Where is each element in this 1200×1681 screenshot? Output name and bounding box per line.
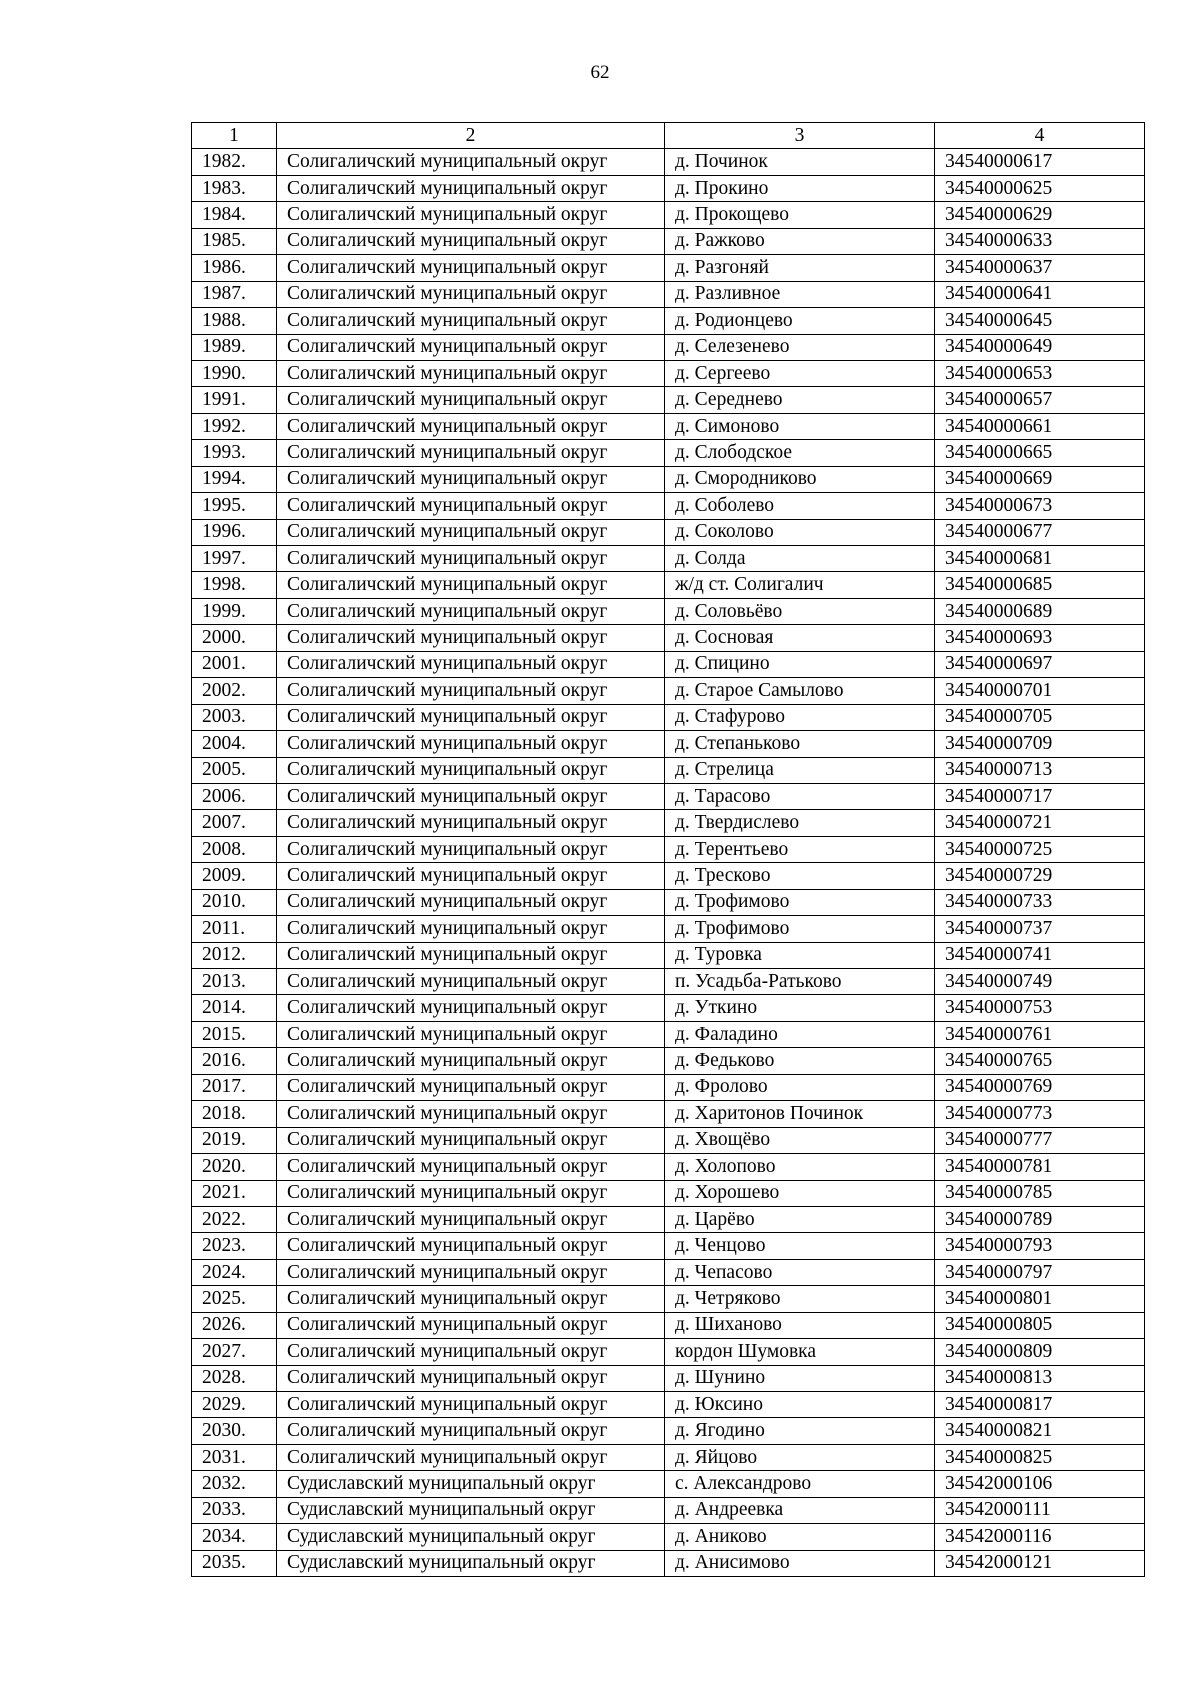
table-row (192, 334, 1145, 360)
table-row (192, 625, 1145, 651)
table-row (192, 1392, 1145, 1418)
cell-settlement: д. Смородниково (665, 466, 935, 492)
cell-district: Солигаличский муниципальный округ (277, 704, 665, 730)
cell-number: 1987. (192, 281, 277, 307)
cell-district: Солигаличский муниципальный округ (277, 783, 665, 809)
cell-number: 2005. (192, 757, 277, 783)
cell-district: Солигаличский муниципальный округ (277, 1180, 665, 1206)
cell-number: 1992. (192, 413, 277, 439)
cell-number: 2020. (192, 1154, 277, 1180)
cell-number: 2029. (192, 1392, 277, 1418)
cell-code: 34540000669 (935, 466, 1145, 492)
cell-code: 34540000797 (935, 1259, 1145, 1285)
table-row (192, 387, 1145, 413)
cell-code: 34540000729 (935, 863, 1145, 889)
cell-settlement: д. Фролово (665, 1074, 935, 1100)
cell-district: Солигаличский муниципальный округ (277, 1312, 665, 1338)
cell-code: 34540000773 (935, 1101, 1145, 1127)
cell-settlement: д. Починок (665, 149, 935, 175)
cell-district: Солигаличский муниципальный округ (277, 598, 665, 624)
cell-code: 34540000661 (935, 413, 1145, 439)
table-row (192, 598, 1145, 624)
cell-settlement: д. Старое Самылово (665, 678, 935, 704)
cell-code: 34542000121 (935, 1550, 1145, 1576)
cell-number: 2016. (192, 1048, 277, 1074)
cell-settlement: д. Андреевка (665, 1497, 935, 1523)
table-row (192, 360, 1145, 386)
cell-code: 34540000813 (935, 1365, 1145, 1391)
cell-code: 34540000801 (935, 1286, 1145, 1312)
table-row (192, 942, 1145, 968)
cell-district: Солигаличский муниципальный округ (277, 281, 665, 307)
cell-number: 2012. (192, 942, 277, 968)
cell-district: Солигаличский муниципальный округ (277, 228, 665, 254)
cell-number: 2000. (192, 625, 277, 651)
cell-district: Солигаличский муниципальный округ (277, 202, 665, 228)
cell-district: Солигаличский муниципальный округ (277, 360, 665, 386)
cell-district: Солигаличский муниципальный округ (277, 810, 665, 836)
table-row (192, 1154, 1145, 1180)
cell-district: Солигаличский муниципальный округ (277, 308, 665, 334)
cell-district: Солигаличский муниципальный округ (277, 1127, 665, 1153)
table-row (192, 1471, 1145, 1497)
cell-code: 34540000717 (935, 783, 1145, 809)
cell-settlement: д. Соболево (665, 493, 935, 519)
cell-number: 2023. (192, 1233, 277, 1259)
cell-district: Солигаличский муниципальный округ (277, 546, 665, 572)
table-row (192, 678, 1145, 704)
cell-settlement: д. Харитонов Починок (665, 1101, 935, 1127)
cell-number: 1982. (192, 149, 277, 175)
cell-code: 34540000781 (935, 1154, 1145, 1180)
table-row (192, 863, 1145, 889)
cell-settlement: д. Хорошево (665, 1180, 935, 1206)
cell-settlement: д. Аниково (665, 1524, 935, 1550)
cell-code: 34540000685 (935, 572, 1145, 598)
cell-code: 34540000633 (935, 228, 1145, 254)
cell-code: 34540000653 (935, 360, 1145, 386)
table-row (192, 519, 1145, 545)
cell-settlement: д. Стрелица (665, 757, 935, 783)
table-body (192, 123, 1145, 1577)
cell-number: 2033. (192, 1497, 277, 1523)
table-row (192, 757, 1145, 783)
cell-code: 34540000673 (935, 493, 1145, 519)
cell-number: 1991. (192, 387, 277, 413)
table-row (192, 1233, 1145, 1259)
cell-code: 34540000665 (935, 440, 1145, 466)
cell-number: 1985. (192, 228, 277, 254)
cell-code: 34540000721 (935, 810, 1145, 836)
cell-district: Солигаличский муниципальный округ (277, 625, 665, 651)
cell-code: 34540000825 (935, 1444, 1145, 1470)
cell-district: Солигаличский муниципальный округ (277, 1365, 665, 1391)
cell-code: 34540000753 (935, 995, 1145, 1021)
cell-number: 1995. (192, 493, 277, 519)
cell-number: 2022. (192, 1206, 277, 1232)
table-row (192, 1048, 1145, 1074)
cell-district: Солигаличский муниципальный округ (277, 1154, 665, 1180)
cell-number: 2015. (192, 1021, 277, 1047)
table-row (192, 1074, 1145, 1100)
cell-number: 2019. (192, 1127, 277, 1153)
cell-district: Солигаличский муниципальный округ (277, 1101, 665, 1127)
cell-number: 2007. (192, 810, 277, 836)
cell-settlement: д. Царёво (665, 1206, 935, 1232)
cell-district: Солигаличский муниципальный округ (277, 466, 665, 492)
cell-number: 1989. (192, 334, 277, 360)
cell-number: 2030. (192, 1418, 277, 1444)
cell-settlement: д. Разгоняй (665, 255, 935, 281)
table-row (192, 1365, 1145, 1391)
cell-code: 34540000769 (935, 1074, 1145, 1100)
cell-number: 2021. (192, 1180, 277, 1206)
cell-settlement: д. Чепасово (665, 1259, 935, 1285)
cell-settlement: п. Усадьба-Ратьково (665, 969, 935, 995)
cell-number: 2026. (192, 1312, 277, 1338)
cell-code: 34540000725 (935, 836, 1145, 862)
cell-code: 34540000789 (935, 1206, 1145, 1232)
cell-code: 34540000689 (935, 598, 1145, 624)
cell-code: 34540000641 (935, 281, 1145, 307)
cell-number: 1994. (192, 466, 277, 492)
table-row (192, 916, 1145, 942)
cell-code: 34540000741 (935, 942, 1145, 968)
table-row (192, 255, 1145, 281)
cell-settlement: кордон Шумовка (665, 1339, 935, 1365)
settlements-table (191, 122, 1145, 1577)
cell-number: 2034. (192, 1524, 277, 1550)
cell-district: Солигаличский муниципальный округ (277, 572, 665, 598)
cell-settlement: д. Сосновая (665, 625, 935, 651)
cell-district: Солигаличский муниципальный округ (277, 995, 665, 1021)
cell-settlement: д. Сергеево (665, 360, 935, 386)
table-header-row (192, 123, 1145, 149)
cell-district: Солигаличский муниципальный округ (277, 731, 665, 757)
cell-number: 1984. (192, 202, 277, 228)
cell-district: Солигаличский муниципальный округ (277, 1074, 665, 1100)
cell-settlement: д. Родионцево (665, 308, 935, 334)
cell-district: Солигаличский муниципальный округ (277, 969, 665, 995)
cell-district: Солигаличский муниципальный округ (277, 1444, 665, 1470)
cell-settlement: д. Разливное (665, 281, 935, 307)
table-row (192, 1180, 1145, 1206)
cell-code: 34540000677 (935, 519, 1145, 545)
cell-code: 34540000701 (935, 678, 1145, 704)
cell-settlement: д. Ченцово (665, 1233, 935, 1259)
cell-settlement: д. Солда (665, 546, 935, 572)
table-row (192, 202, 1145, 228)
cell-number: 1996. (192, 519, 277, 545)
cell-number: 2006. (192, 783, 277, 809)
cell-number: 2035. (192, 1550, 277, 1576)
cell-district: Солигаличский муниципальный округ (277, 678, 665, 704)
cell-number: 2027. (192, 1339, 277, 1365)
cell-code: 34540000709 (935, 731, 1145, 757)
cell-settlement: д. Яйцово (665, 1444, 935, 1470)
cell-settlement: д. Трофимово (665, 889, 935, 915)
cell-number: 2032. (192, 1471, 277, 1497)
table-row (192, 731, 1145, 757)
table-row (192, 1286, 1145, 1312)
cell-district: Солигаличский муниципальный округ (277, 519, 665, 545)
cell-district: Солигаличский муниципальный округ (277, 149, 665, 175)
cell-district: Солигаличский муниципальный округ (277, 493, 665, 519)
cell-number: 2031. (192, 1444, 277, 1470)
cell-code: 34540000697 (935, 651, 1145, 677)
cell-code: 34540000657 (935, 387, 1145, 413)
cell-number: 2003. (192, 704, 277, 730)
table-row (192, 889, 1145, 915)
cell-settlement: д. Слободское (665, 440, 935, 466)
table-row (192, 440, 1145, 466)
cell-settlement: д. Трофимово (665, 916, 935, 942)
table-row (192, 810, 1145, 836)
table-row (192, 493, 1145, 519)
cell-number: 1999. (192, 598, 277, 624)
cell-settlement: д. Четряково (665, 1286, 935, 1312)
cell-settlement: д. Спицино (665, 651, 935, 677)
cell-district: Солигаличский муниципальный округ (277, 757, 665, 783)
cell-district: Солигаличский муниципальный округ (277, 1233, 665, 1259)
cell-number: 2013. (192, 969, 277, 995)
header-cell-number: 1 (192, 123, 277, 149)
cell-settlement: д. Соловьёво (665, 598, 935, 624)
header-cell-district: 2 (277, 123, 665, 149)
table-row (192, 572, 1145, 598)
cell-settlement: д. Холопово (665, 1154, 935, 1180)
cell-code: 34540000805 (935, 1312, 1145, 1338)
cell-district: Солигаличский муниципальный округ (277, 1418, 665, 1444)
cell-settlement: д. Юксино (665, 1392, 935, 1418)
cell-number: 1998. (192, 572, 277, 598)
cell-district: Солигаличский муниципальный округ (277, 175, 665, 201)
cell-code: 34540000713 (935, 757, 1145, 783)
table-row (192, 783, 1145, 809)
cell-district: Солигаличский муниципальный округ (277, 1206, 665, 1232)
cell-number: 2010. (192, 889, 277, 915)
cell-settlement: д. Шиханово (665, 1312, 935, 1338)
cell-settlement: д. Степаньково (665, 731, 935, 757)
cell-code: 34540000777 (935, 1127, 1145, 1153)
table-row (192, 1550, 1145, 1576)
table-row (192, 1497, 1145, 1523)
cell-settlement: д. Прокощево (665, 202, 935, 228)
cell-code: 34540000785 (935, 1180, 1145, 1206)
cell-number: 1997. (192, 546, 277, 572)
cell-number: 1993. (192, 440, 277, 466)
table-row (192, 651, 1145, 677)
table-row (192, 1444, 1145, 1470)
cell-district: Солигаличский муниципальный округ (277, 942, 665, 968)
table-row (192, 1206, 1145, 1232)
header-cell-code: 4 (935, 123, 1145, 149)
cell-district: Солигаличский муниципальный округ (277, 334, 665, 360)
cell-district: Солигаличский муниципальный округ (277, 863, 665, 889)
table-row (192, 1259, 1145, 1285)
table-row (192, 1101, 1145, 1127)
table-row (192, 308, 1145, 334)
cell-code: 34542000116 (935, 1524, 1145, 1550)
cell-settlement: д. Федьково (665, 1048, 935, 1074)
cell-number: 1986. (192, 255, 277, 281)
cell-code: 34540000617 (935, 149, 1145, 175)
cell-number: 2011. (192, 916, 277, 942)
cell-district: Солигаличский муниципальный округ (277, 1339, 665, 1365)
cell-code: 34540000733 (935, 889, 1145, 915)
cell-district: Солигаличский муниципальный округ (277, 889, 665, 915)
table-row (192, 969, 1145, 995)
cell-code: 34540000737 (935, 916, 1145, 942)
cell-settlement: д. Середнево (665, 387, 935, 413)
cell-district: Судиславский муниципальный округ (277, 1471, 665, 1497)
table-row (192, 546, 1145, 572)
cell-settlement: ж/д ст. Солигалич (665, 572, 935, 598)
cell-code: 34540000821 (935, 1418, 1145, 1444)
cell-code: 34540000629 (935, 202, 1145, 228)
table-row (192, 1021, 1145, 1047)
table-row (192, 1127, 1145, 1153)
cell-settlement: д. Твердислево (665, 810, 935, 836)
cell-settlement: д. Селезенево (665, 334, 935, 360)
table-row (192, 149, 1145, 175)
cell-number: 2017. (192, 1074, 277, 1100)
cell-district: Солигаличский муниципальный округ (277, 255, 665, 281)
cell-number: 1983. (192, 175, 277, 201)
cell-number: 1990. (192, 360, 277, 386)
cell-district: Солигаличский муниципальный округ (277, 1259, 665, 1285)
cell-settlement: д. Симоново (665, 413, 935, 439)
cell-code: 34540000749 (935, 969, 1145, 995)
cell-number: 2028. (192, 1365, 277, 1391)
cell-district: Судиславский муниципальный округ (277, 1497, 665, 1523)
cell-district: Солигаличский муниципальный округ (277, 1286, 665, 1312)
cell-district: Солигаличский муниципальный округ (277, 387, 665, 413)
cell-district: Солигаличский муниципальный округ (277, 440, 665, 466)
cell-number: 2008. (192, 836, 277, 862)
cell-settlement: д. Шунино (665, 1365, 935, 1391)
cell-code: 34540000625 (935, 175, 1145, 201)
cell-code: 34542000111 (935, 1497, 1145, 1523)
cell-number: 2004. (192, 731, 277, 757)
cell-settlement: д. Ражково (665, 228, 935, 254)
table-row (192, 228, 1145, 254)
table-row (192, 466, 1145, 492)
cell-code: 34540000817 (935, 1392, 1145, 1418)
cell-district: Солигаличский муниципальный округ (277, 413, 665, 439)
cell-settlement: д. Уткино (665, 995, 935, 1021)
cell-settlement: д. Туровка (665, 942, 935, 968)
header-cell-settlement: 3 (665, 123, 935, 149)
cell-district: Солигаличский муниципальный округ (277, 1048, 665, 1074)
cell-settlement: д. Хвощёво (665, 1127, 935, 1153)
cell-number: 2025. (192, 1286, 277, 1312)
table-row (192, 1524, 1145, 1550)
table-row (192, 281, 1145, 307)
table-row (192, 1312, 1145, 1338)
cell-settlement: д. Стафурово (665, 704, 935, 730)
cell-code: 34540000793 (935, 1233, 1145, 1259)
cell-number: 2014. (192, 995, 277, 1021)
table-row (192, 1418, 1145, 1444)
table-row (192, 995, 1145, 1021)
cell-district: Солигаличский муниципальный округ (277, 651, 665, 677)
cell-district: Судиславский муниципальный округ (277, 1524, 665, 1550)
cell-number: 2001. (192, 651, 277, 677)
cell-district: Солигаличский муниципальный округ (277, 836, 665, 862)
cell-number: 2018. (192, 1101, 277, 1127)
cell-settlement: д. Соколово (665, 519, 935, 545)
cell-settlement: д. Тарасово (665, 783, 935, 809)
cell-settlement: д. Ягодино (665, 1418, 935, 1444)
cell-code: 34540000765 (935, 1048, 1145, 1074)
table-row (192, 413, 1145, 439)
table-row (192, 836, 1145, 862)
cell-settlement: д. Анисимово (665, 1550, 935, 1576)
cell-code: 34540000761 (935, 1021, 1145, 1047)
cell-district: Солигаличский муниципальный округ (277, 916, 665, 942)
cell-code: 34540000649 (935, 334, 1145, 360)
cell-code: 34542000106 (935, 1471, 1145, 1497)
cell-district: Солигаличский муниципальный округ (277, 1392, 665, 1418)
cell-district: Солигаличский муниципальный округ (277, 1021, 665, 1047)
cell-code: 34540000637 (935, 255, 1145, 281)
cell-number: 2024. (192, 1259, 277, 1285)
cell-number: 2002. (192, 678, 277, 704)
cell-settlement: д. Прокино (665, 175, 935, 201)
table-row (192, 1339, 1145, 1365)
page-number: 62 (590, 62, 610, 83)
cell-code: 34540000645 (935, 308, 1145, 334)
table-row (192, 175, 1145, 201)
cell-settlement: д. Терентьево (665, 836, 935, 862)
cell-number: 1988. (192, 308, 277, 334)
cell-settlement: д. Фаладино (665, 1021, 935, 1047)
cell-code: 34540000681 (935, 546, 1145, 572)
cell-code: 34540000809 (935, 1339, 1145, 1365)
cell-settlement: д. Тресково (665, 863, 935, 889)
cell-code: 34540000693 (935, 625, 1145, 651)
cell-district: Судиславский муниципальный округ (277, 1550, 665, 1576)
table-row (192, 704, 1145, 730)
cell-code: 34540000705 (935, 704, 1145, 730)
cell-number: 2009. (192, 863, 277, 889)
cell-settlement: с. Александрово (665, 1471, 935, 1497)
